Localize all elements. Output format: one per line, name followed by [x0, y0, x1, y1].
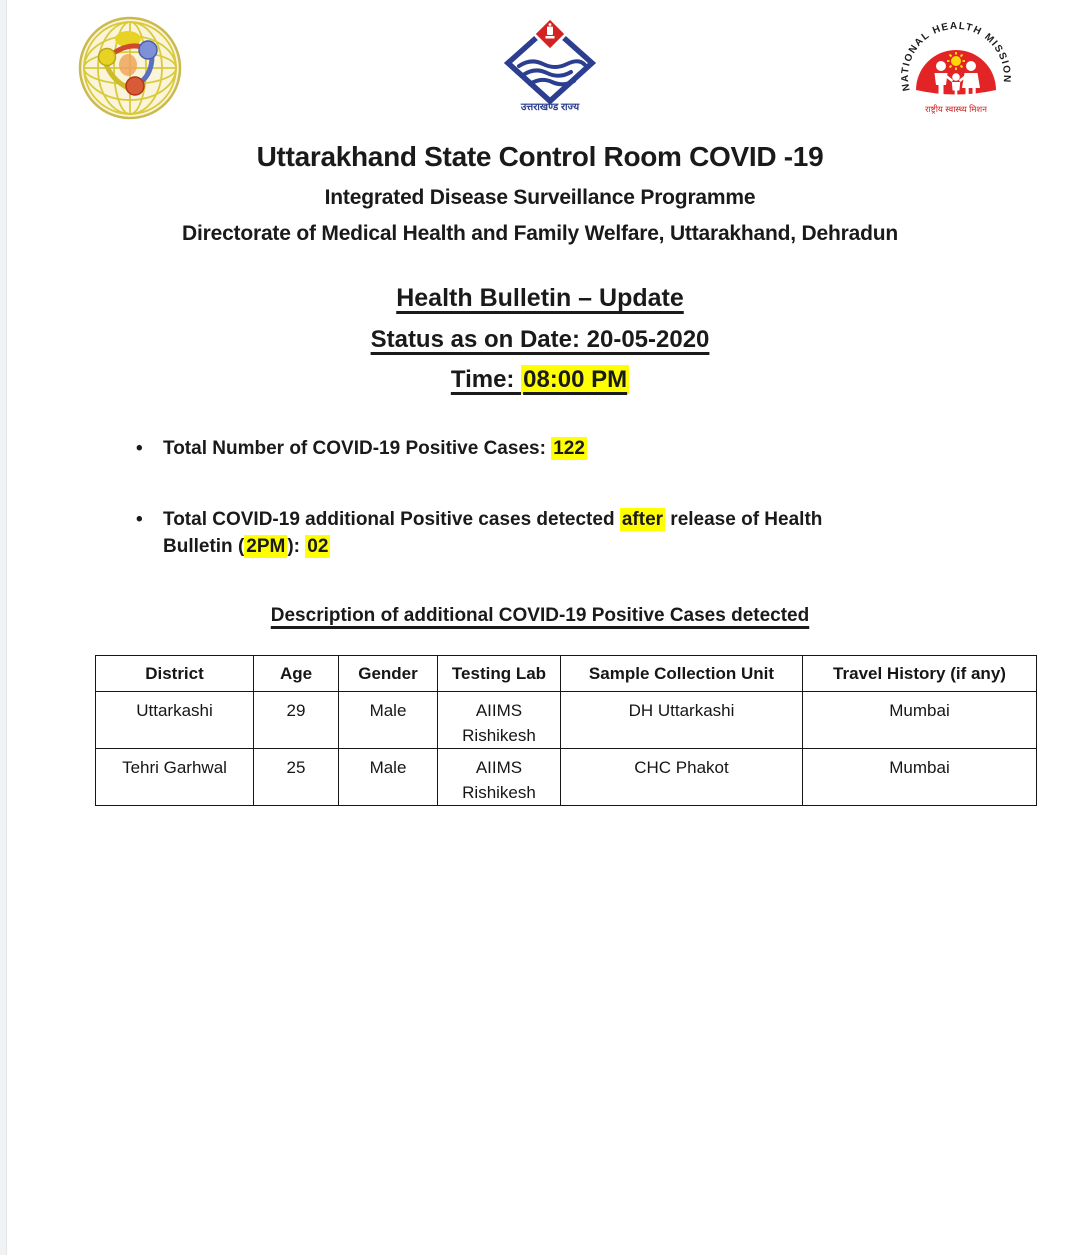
- table-header-testing-lab: Testing Lab: [438, 656, 561, 692]
- time-line: [50, 365, 1030, 394]
- cell-gender: Male: [339, 692, 438, 749]
- additional-cases-seg2b: Bulletin (: [163, 536, 245, 557]
- page-edge-strip: [0, 0, 7, 1255]
- idsp-globe-icon: [78, 16, 182, 120]
- additional-cases-seg3: ):: [287, 536, 306, 557]
- after-highlight: after: [621, 509, 664, 530]
- bullet-additional-cases: [163, 506, 1023, 560]
- additional-cases-seg2a: release of Health: [665, 509, 823, 530]
- nhm-logo: [898, 4, 1014, 130]
- cell-age: 25: [254, 749, 339, 806]
- table-row: [96, 749, 1037, 806]
- table-header-age: Age: [254, 656, 339, 692]
- table-header-sample-collection-unit: Sample Collection Unit: [561, 656, 803, 692]
- page-title: Uttarakhand State Control Room COVID -19: [256, 141, 824, 172]
- time-value-highlight: 08:00 PM: [523, 366, 628, 393]
- additional-cases-seg1: Total COVID-19 additional Positive cases detected: [163, 509, 620, 530]
- subtitle-programme: Integrated Disease Surveillance Programme: [324, 186, 756, 209]
- additional-count-highlight: 02: [307, 536, 329, 557]
- subtitle-directorate: Directorate of Medical Health and Family Welfare, Uttarakhand, Dehradun: [182, 222, 898, 245]
- table-section-heading: [50, 604, 1030, 628]
- uttarakhand-emblem-icon: [494, 16, 606, 112]
- nhm-arc-text: NATIONAL HEALTH MISSION: [899, 20, 1013, 92]
- table-header-travel-history: Travel History (if any): [803, 656, 1037, 692]
- cell-testing-lab: AIIMS Rishikesh: [438, 749, 561, 806]
- uttarakhand-caption: उत्तराखण्ड राज्य: [520, 102, 580, 112]
- status-date-line: [50, 325, 1030, 354]
- idsp-logo-icon: [78, 16, 182, 120]
- cell-district: Tehri Garhwal: [96, 749, 254, 806]
- cell-travel-history: Mumbai: [803, 749, 1037, 806]
- cell-sample-collection-unit: CHC Phakot: [561, 749, 803, 806]
- cell-district: Uttarkashi: [96, 692, 254, 749]
- nhm-caption: राष्ट्रीय स्वास्थ्य मिशन: [925, 104, 987, 114]
- uttarakhand-emblem-logo: [494, 16, 606, 112]
- table-header-row: [96, 656, 1037, 692]
- cell-age: 29: [254, 692, 339, 749]
- bullet-total-cases: [163, 435, 1023, 462]
- nhm-logo-icon: [898, 4, 1014, 130]
- 2pm-highlight: 2PM: [246, 536, 286, 557]
- cell-testing-lab: AIIMS Rishikesh: [438, 692, 561, 749]
- time-label: Time:: [450, 366, 522, 393]
- document-body: [50, 140, 1030, 806]
- cell-travel-history: Mumbai: [803, 692, 1037, 749]
- table-section-heading-text: Description of additional COVID-19 Positive Cases detected: [270, 605, 810, 626]
- table-header-district: District: [96, 656, 254, 692]
- cell-sample-collection-unit: DH Uttarkashi: [561, 692, 803, 749]
- table-row: [96, 692, 1037, 749]
- status-date-text: Status as on Date: 20-05-2020: [370, 326, 710, 353]
- total-cases-text: Total Number of COVID-19 Positive Cases:: [163, 438, 552, 459]
- total-cases-value-highlight: 122: [553, 438, 585, 459]
- summary-bullets: [50, 435, 1030, 560]
- cell-gender: Male: [339, 749, 438, 806]
- cases-table: [95, 655, 1037, 806]
- bulletin-heading-text: Health Bulletin – Update: [396, 284, 684, 312]
- table-header-gender: Gender: [339, 656, 438, 692]
- bulletin-heading: [50, 283, 1030, 314]
